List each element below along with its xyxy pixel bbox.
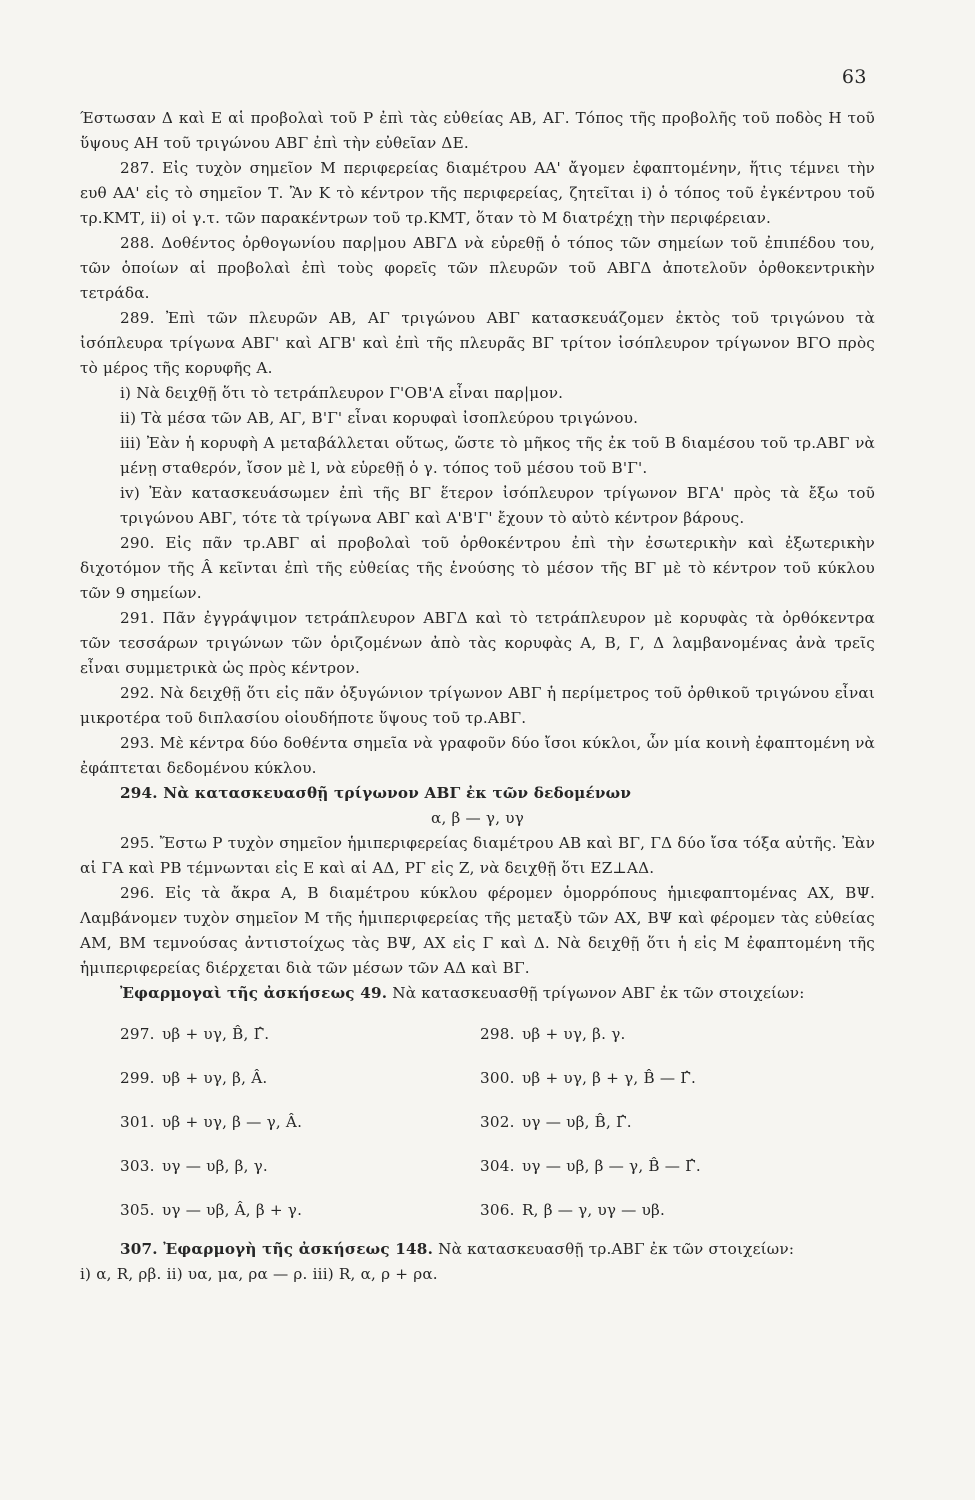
exercise-296: 296. Εἰς τὰ ἄκρα Α, Β διαμέτρου κύκλου φέρομεν ὁμορρόπους ἡμιεφαπτομένας ΑΧ, ΒΨ. Λαμβάνομεν τυχὸν σημεῖον Μ τῆς ἡμιπεριφερείας τῆς μεταξὺ τῶν ΑΧ, ΒΨ καὶ φέρομεν τὰς εὐθείας ΑΜ, ΒΜ τεμνούσας ἀντιστοίχως τὰς ΒΨ, ΑΧ εἰς Γ καὶ Δ. Νὰ δειχθῇ ὅτι ἡ εἰς Μ ἐφαπτομένη τῆς ἡμιπεριφερείας διέρχεται διὰ τῶν μέσων τῶν ΑΔ καὶ ΒΓ. — [80, 884, 875, 977]
exercise-289-ii: ii) Τὰ μέσα τῶν ΑΒ, ΑΓ, Β'Γ' εἶναι κορυφαὶ ἰσοπλεύρου τριγώνου. — [120, 409, 639, 427]
exercise-307-heading: 307. Ἐφαρμογὴ τῆς ἀσκήσεως 148. — [120, 1240, 434, 1258]
page-body — [80, 106, 875, 1287]
exercise-290: 290. Εἰς πᾶν τρ.ΑΒΓ αἱ προβολαὶ τοῦ ὀρθοκέντρου ἐπὶ τὴν ἐσωτερικὴν καὶ ἐξωτερικὴν διχοτόμον τῆς Â κεῖνται ἐπὶ τῆς εὐθείας τῆς ἑνούσης τὸ μέσον τῆς ΒΓ μὲ τὸ κέντρον τοῦ κύκλου τῶν 9 σημείων. — [80, 534, 875, 602]
page-number: 63 — [841, 66, 867, 88]
applications-heading: Ἐφαρμογαὶ τῆς ἀσκήσεως 49. — [120, 984, 388, 1002]
paragraph: Έστωσαν Δ καὶ Ε αἱ προβολαὶ τοῦ Ρ ἐπὶ τὰς εὐθείας ΑΒ, ΑΓ. Τόπος τῆς προβολῆς τοῦ ποδὸς Η τοῦ ὕψους ΑΗ τοῦ τριγώνου ΑΒΓ ἐπὶ τὴν εὐθεῖαν ΔΕ. — [80, 109, 875, 152]
exercise-item: 299. υβ + υγ, β, Â. — [120, 1069, 268, 1087]
exercise-289-iii: iii) Ἐὰν ἡ κορυφὴ Α μεταβάλλεται οὕτως, ὥστε τὸ μῆκος τῆς ἐκ τοῦ Β διαμέσου τοῦ τρ.ΑΒΓ νὰ μένῃ σταθερόν, ἴσον μὲ l, νὰ εὑρεθῇ ὁ γ. τόπος τοῦ μέσου τοῦ Β'Γ'. — [120, 434, 875, 477]
exercise-item: 297. υβ + υγ, B̂, Γ̂. — [120, 1025, 270, 1043]
exercise-287: 287. Εἰς τυχὸν σημεῖον Μ περιφερείας διαμέτρου ΑΑ' ἄγομεν ἐφαπτομένην, ἥτις τέμνει τὴν ευθ ΑΑ' εἰς τὸ σημεῖον Τ. Ἂν Κ τὸ κέντρον τῆς περιφερείας, ζητεῖται i) ὁ τόπος τοῦ ἐγκέντρου τοῦ τρ.ΚΜΤ, ii) οἱ γ.τ. τῶν παρακέντρων τοῦ τρ.ΚΜΤ, ὅταν τὸ Μ διατρέχῃ τὴν περιφέρειαν. — [80, 159, 875, 227]
exercise-288: 288. Δοθέντος ὀρθογωνίου παρ|μου ΑΒΓΔ νὰ εὑρεθῇ ὁ τόπος τῶν σημείων τοῦ ἐπιπέδου του, τῶν ὁποίων αἱ προβολαὶ ἐπὶ τοὺς φορεῖς τῶν πλευρῶν τοῦ ΑΒΓΔ ἀποτελοῦν ὀρθοκεντρικὴν τετράδα. — [80, 234, 875, 302]
exercise-307 — [80, 1237, 875, 1262]
exercise-item: 304. υγ — υβ, β — γ, B̂ — Γ̂. — [480, 1157, 701, 1175]
exercise-item: 300. υβ + υγ, β + γ, B̂ — Γ̂. — [480, 1069, 697, 1087]
exercise-item: 305. υγ — υβ, Â, β + γ. — [120, 1201, 303, 1219]
exercise-295: 295. Ἔστω Ρ τυχὸν σημεῖον ἡμιπεριφερείας διαμέτρου ΑΒ καὶ ΒΓ, ΓΔ δύο ἴσα τόξα αὐτῆς. Ἐὰν αἱ ΓΑ καὶ ΡΒ τέμνωνται εἰς Ε καὶ αἱ ΑΔ, ΡΓ εἰς Ζ, νὰ δειχθῇ ὅτι ΕΖ⊥ΑΔ. — [80, 834, 875, 877]
exercise-item: 303. υγ — υβ, β, γ. — [120, 1157, 268, 1175]
exercise-289-i: i) Νὰ δειχθῇ ὅτι τὸ τετράπλευρον Γ'ΟΒ'Α εἶναι παρ|μον. — [120, 384, 564, 402]
exercise-294-formula: α, β — γ, υγ — [431, 809, 524, 827]
exercise-item: 298. υβ + υγ, β. γ. — [480, 1025, 626, 1043]
applications-paragraph — [80, 981, 875, 1006]
exercise-307-items: i) α, R, ρβ. ii) υα, μα, ρα — ρ. iii) R, α, ρ + ρα. — [80, 1265, 438, 1283]
exercise-item: 302. υγ — υβ, B̂, Γ̂. — [480, 1113, 632, 1131]
applications-text: Νὰ κατασκευασθῇ τρίγωνον ΑΒΓ ἐκ τῶν στοιχείων: — [392, 984, 805, 1002]
exercise-grid — [120, 1022, 875, 1223]
exercise-293: 293. Μὲ κέντρα δύο δοθέντα σημεῖα νὰ γραφοῦν δύο ἴσοι κύκλοι, ὧν μία κοινὴ ἐφαπτομένη νὰ ἐφάπτεται δεδομένου κύκλου. — [80, 734, 875, 777]
exercise-307-text: Νὰ κατασκευασθῇ τρ.ΑΒΓ ἐκ τῶν στοιχείων: — [438, 1240, 795, 1258]
exercise-292: 292. Νὰ δειχθῇ ὅτι εἰς πᾶν ὀξυγώνιον τρίγωνον ΑΒΓ ἡ περίμετρος τοῦ ὀρθικοῦ τριγώνου εἶναι μικροτέρα τοῦ διπλασίου οἱουδήποτε ὕψους τοῦ τρ.ΑΒΓ. — [80, 684, 875, 727]
exercise-289: 289. Ἐπὶ τῶν πλευρῶν ΑΒ, ΑΓ τριγώνου ΑΒΓ κατασκευάζομεν ἐκτὸς τοῦ τριγώνου τὰ ἰσόπλευρα τρίγωνα ΑΒΓ' καὶ ΑΓΒ' καὶ ἐπὶ τῆς πλευρᾶς ΒΓ τρίτον ἰσόπλευρον τρίγωνον ΒΓΟ πρὸς τὸ μέρος τῆς κορυφῆς Α. — [80, 309, 875, 377]
exercise-294: 294. Νὰ κατασκευασθῇ τρίγωνον ΑΒΓ ἐκ τῶν δεδομένων — [120, 784, 632, 802]
exercise-289-iv: iv) Ἐὰν κατασκευάσωμεν ἐπὶ τῆς ΒΓ ἕτερον ἰσόπλευρον τρίγωνον ΒΓΑ' πρὸς τὰ ἔξω τοῦ τριγώνου ΑΒΓ, τότε τὰ τρίγωνα ΑΒΓ καὶ Α'Β'Γ' ἔχουν τὸ αὐτὸ κέντρον βάρους. — [120, 484, 875, 527]
exercise-item: 301. υβ + υγ, β — γ, Â. — [120, 1113, 303, 1131]
exercise-291: 291. Πᾶν ἐγγράψιμον τετράπλευρον ΑΒΓΔ καὶ τὸ τετράπλευρον μὲ κορυφὰς τὰ ὀρθόκεντρα τῶν τεσσάρων τριγώνων τῶν ὁριζομένων ἀπὸ τὰς κορυφὰς Α, Β, Γ, Δ λαμβανομένας ἀνὰ τρεῖς εἶναι συμμετρικὰ ὡς πρὸς κέντρον. — [80, 609, 875, 677]
exercise-item: 306. R, β — γ, υγ — υβ. — [480, 1201, 666, 1219]
